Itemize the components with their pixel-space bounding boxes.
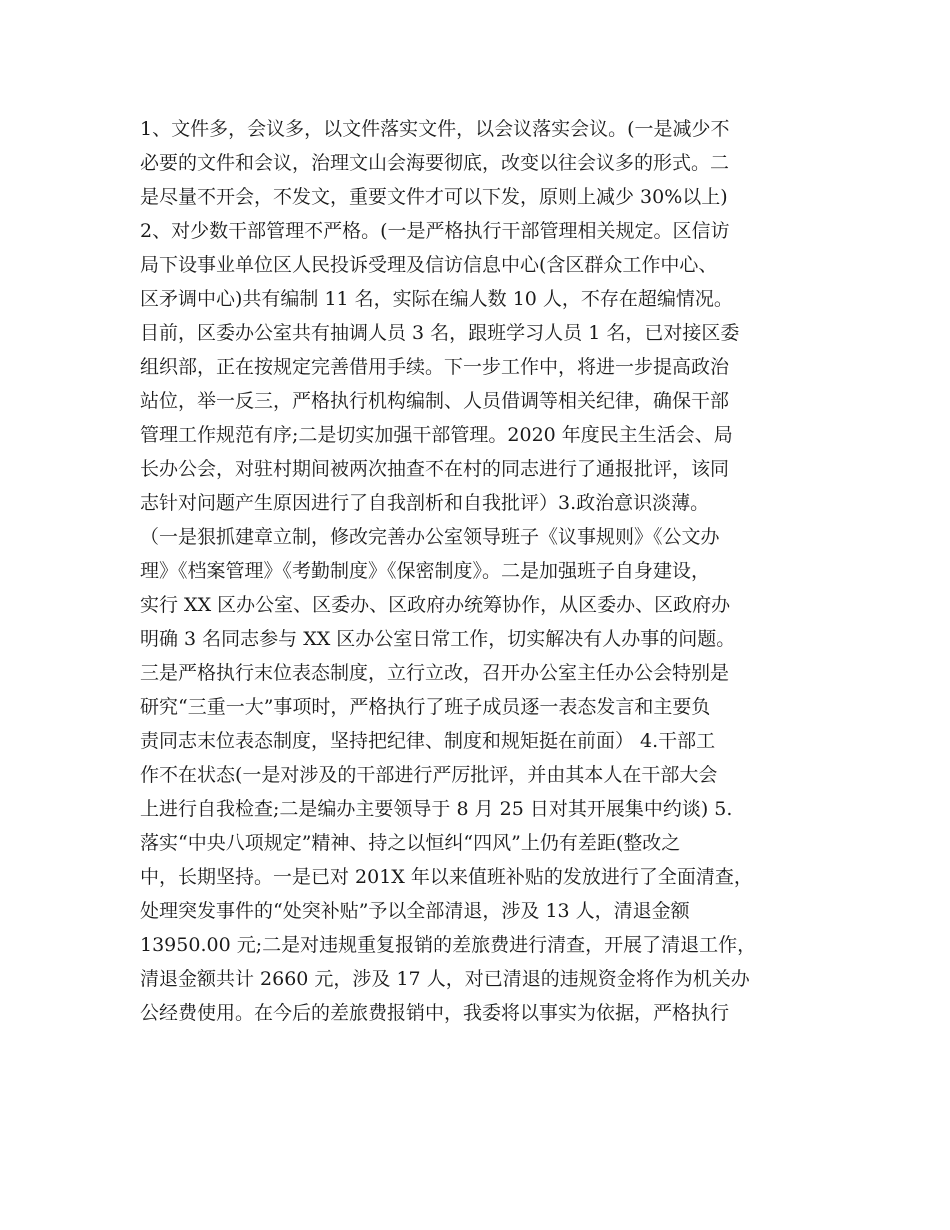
text-line: 明确 3 名同志参与 XX 区办公室日常工作，切实解决有人办事的问题。 — [140, 628, 736, 650]
text-line: 目前，区委办公室共有抽调人员 3 名，跟班学习人员 1 名，已对接区委 — [140, 322, 740, 344]
text-line: 实行 XX 区办公室、区委办、区政府办统筹协作，从区委办、区政府办 — [140, 594, 731, 616]
text-line: 长办公会，对驻村期间被两次抽查不在村的同志进行了通报批评，该同 — [140, 458, 730, 480]
text-line: 管理工作规范有序;二是切实加强干部管理。2020 年度民主生活会、局 — [140, 424, 733, 446]
text-line: 组织部，正在按规定完善借用手续。下一步工作中，将进一步提高政治 — [140, 356, 730, 378]
text-line: 2、对少数干部管理不严格。(一是严格执行干部管理相关规定。区信访 — [140, 220, 730, 242]
text-line: 责同志末位表态制度，坚持把纪律、制度和规矩挺在前面） 4.干部工 — [140, 730, 716, 752]
text-line: 1、文件多，会议多，以文件落实文件，以会议落实会议。(一是减少不 — [140, 118, 730, 140]
text-line: 志针对问题产生原因进行了自我剖析和自我批评）3.政治意识淡薄。 — [140, 492, 710, 514]
text-line: 区矛调中心)共有编制 11 名，实际在编人数 10 人，不存在超编情况。 — [140, 288, 733, 310]
text-line: 公经费使用。在今后的差旅费报销中，我委将以事实为依据，严格执行 — [140, 1002, 730, 1024]
text-line: 处理突发事件的“处突补贴”予以全部清退，涉及 13 人，清退金额 — [140, 900, 690, 922]
text-line: 上进行自我检查;二是编办主要领导于 8 月 25 日对其开展集中约谈) 5. — [140, 798, 733, 820]
text-line: 清退金额共计 2660 元，涉及 17 人，对已清退的违规资金将作为机关办 — [140, 968, 750, 990]
text-line: 局下设事业单位区人民投诉受理及信访信息中心(含区群众工作中心、 — [140, 254, 718, 276]
text-line: （一是狠抓建章立制，修改完善办公室领导班子《议事规则》《公文办 — [140, 526, 720, 548]
text-line: 是尽量不开会，不发文，重要文件才可以下发，原则上减少 30%以上) — [140, 186, 728, 208]
text-line: 作不在状态(一是对涉及的干部进行严厉批评，并由其本人在干部大会 — [140, 764, 718, 786]
text-line: 研究“三重一大”事项时，严格执行了班子成员逐一表态发言和主要负 — [140, 696, 711, 718]
text-line: 中，长期坚持。一是已对 201X 年以来值班补贴的发放进行了全面清查， — [140, 866, 753, 888]
text-line: 13950.00 元;二是对违规重复报销的差旅费进行清查，开展了清退工作， — [140, 934, 757, 956]
text-line: 落实“中央八项规定”精神、持之以恒纠“四风”上仍有差距(整改之 — [140, 832, 681, 854]
text-line: 站位，举一反三，严格执行机构编制、人员借调等相关纪律，确保干部 — [140, 390, 730, 412]
text-line: 理》《档案管理》《考勤制度》《保密制度》。二是加强班子自身建设， — [140, 560, 711, 582]
text-line: 三是严格执行末位表态制度，立行立改，召开办公室主任办公会特别是 — [140, 662, 730, 684]
body-text — [140, 112, 820, 1030]
text-line: 必要的文件和会议，治理文山会海要彻底，改变以往会议多的形式。二 — [140, 152, 730, 174]
